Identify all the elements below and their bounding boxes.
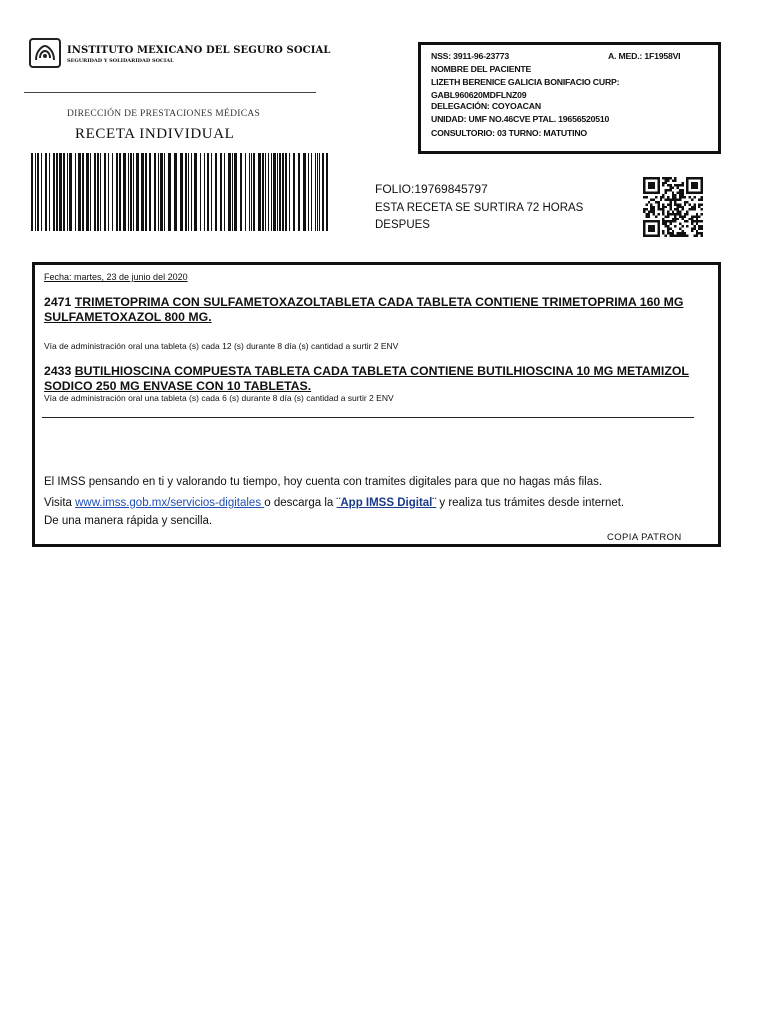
app-imss-link[interactable]: ¨App IMSS Digital¨ — [336, 497, 437, 509]
header-divider — [24, 92, 316, 93]
org-name: INSTITUTO MEXICANO DEL SEGURO SOCIAL — [67, 45, 331, 56]
promo-line-3: De una manera rápida y sencilla. — [44, 515, 213, 527]
medication-instructions: Vía de administración oral una tableta (s) cada 12 (s) durante 8 día (s) cantidad a surtir 2 ENV — [44, 341, 399, 351]
patient-info-box — [418, 42, 721, 154]
qr-code-icon — [643, 177, 703, 237]
nss-field: NSS: 3911-96-23773 — [431, 51, 510, 61]
consultorio-field: CONSULTORIO: 03 TURNO: MATUTINO — [431, 128, 587, 138]
org-subtitle: SEGURIDAD Y SOLIDARIDAD SOCIAL — [67, 58, 174, 64]
promo-line-2 — [44, 497, 624, 509]
medication-item — [44, 364, 714, 394]
copia-label: COPIA PATRON — [607, 532, 682, 543]
medication-code: 2471 — [44, 295, 72, 309]
medication-name: TRIMETOPRIMA CON SULFAMETOXAZOLTABLETA CADA TABLETA CONTIENE TRIMETOPRIMA 160 MG SULFAMETOXAZOL 800 MG. — [44, 295, 684, 324]
promo-visita: Visita — [44, 497, 76, 509]
medication-instructions: Vía de administración oral una tableta (s) cada 6 (s) durante 8 día (s) cantidad a surtir 2 ENV — [44, 393, 394, 403]
curp-field: GABL960620MDFLNZ09 — [431, 90, 527, 100]
promo-descarga: o descarga la — [264, 497, 337, 509]
promo-line-1: El IMSS pensando en ti y valorando tu tiempo, hoy cuenta con tramites digitales para que no hagas más filas. — [44, 476, 603, 488]
nombre-curp-field: LIZETH BERENICE GALICIA BONIFACIO CURP: — [431, 77, 620, 87]
imss-logo-icon — [29, 38, 61, 68]
medication-item — [44, 295, 714, 325]
medication-code: 2433 — [44, 364, 72, 378]
fecha: Fecha: martes, 23 de junio del 2020 — [44, 272, 188, 282]
medication-name: BUTILHIOSCINA COMPUESTA TABLETA CADA TABLETA CONTIENE BUTILHIOSCINA 10 MG METAMIZOL SODICO 250 MG ENVASE CON 10 TABLETAS. — [44, 364, 689, 393]
promo-realiza: y realiza tus trámites desde internet. — [436, 497, 625, 509]
imss-services-link[interactable]: www.imss.gob.mx/servicios-digitales — [75, 497, 265, 509]
section-divider — [42, 417, 694, 418]
folio-number: 19769845797 — [414, 182, 488, 196]
folio — [375, 182, 488, 196]
folio-label: FOLIO: — [375, 182, 415, 196]
direccion-label: DIRECCIÓN DE PRESTACIONES MÉDICAS — [67, 109, 261, 119]
barcode-icon — [31, 153, 330, 231]
surtira-note: ESTA RECETA SE SURTIRA 72 HORAS DESPUES — [375, 202, 584, 231]
document-title: RECETA INDIVIDUAL — [75, 126, 235, 142]
nombre-label: NOMBRE DEL PACIENTE — [431, 64, 532, 74]
unidad-field: UNIDAD: UMF NO.46CVE PTAL. 19656520510 — [431, 114, 610, 124]
a-med-field: A. MED.: 1F1958VI — [608, 51, 681, 61]
delegacion-field: DELEGACIÓN: COYOACAN — [431, 101, 541, 111]
